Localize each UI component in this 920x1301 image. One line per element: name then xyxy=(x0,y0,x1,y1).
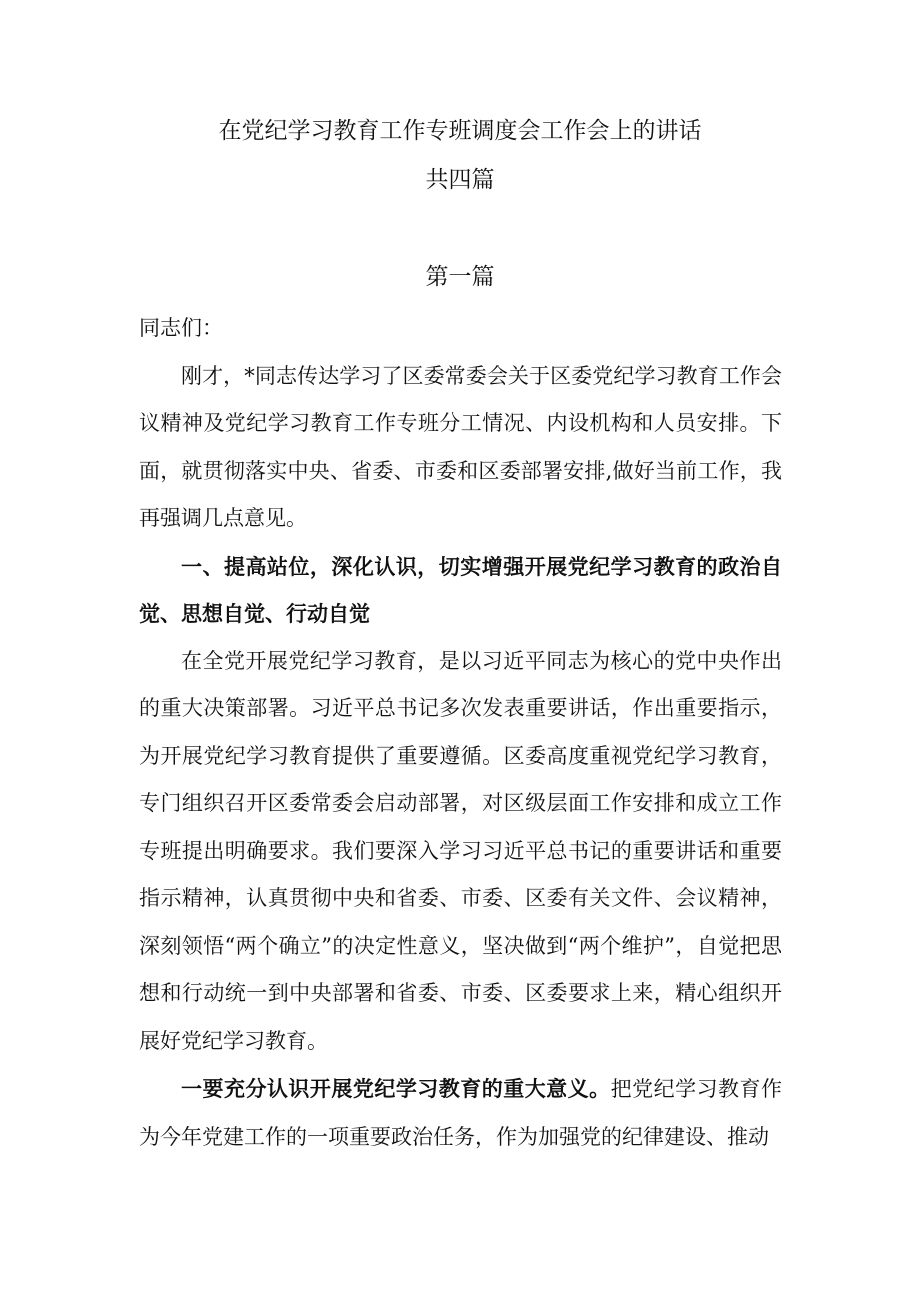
paragraph-3-text: 把党纪学习教育作为今年党建工作的一项重要政治任务，作为加强党的纪律建设、推动 xyxy=(139,1077,783,1149)
document-title: 在党纪学习教育工作专班调度会工作会上的讲话 xyxy=(218,118,702,144)
section-heading-1: 一、提高站位，深化认识，切实增强开展党纪学习教育的政治自觉、思想自觉、行动自觉 xyxy=(139,553,782,626)
section-title: 第一篇 xyxy=(425,264,495,290)
paragraph-1: 刚才，*同志传达学习了区委常委会关于区委党纪学习教育工作会议精神及党纪学习教育工作专班分工情况、内设机构和人员安排。下面，就贯彻落实中央、省委、市委和区委部署安排,做好当前工作，我再强调几点意见。 xyxy=(139,363,782,530)
salutation: 同志们： xyxy=(139,316,223,340)
document-subtitle: 共四篇 xyxy=(425,167,495,193)
document-body xyxy=(139,305,782,1161)
paragraph-3 xyxy=(139,1065,782,1161)
paragraph-2: 在全党开展党纪学习教育，是以习近平同志为核心的党中央作出的重大决策部署。习近平总书记多次发表重要讲话，作出重要指示，为开展党纪学习教育提供了重要遵循。区委高度重视党纪学习教育，专门组织召开区委常委会启动部署，对区级层面工作安排和成立工作专班提出明确要求。我们要深入学习习近平总书记的重要讲话和重要指示精神，认真贯彻中央和省委、市委、区委有关文件、会议精神，深刻领悟“两个确立”的决定性意义，坚决做到“两个维护”，自觉把思想和行动统一到中央部署和省委、市委、区委要求上来，精心组织开展好党纪学习教育。 xyxy=(139,648,782,1053)
paragraph-3-lead: 一要充分认识开展党纪学习教育的重大意义。 xyxy=(181,1076,611,1101)
